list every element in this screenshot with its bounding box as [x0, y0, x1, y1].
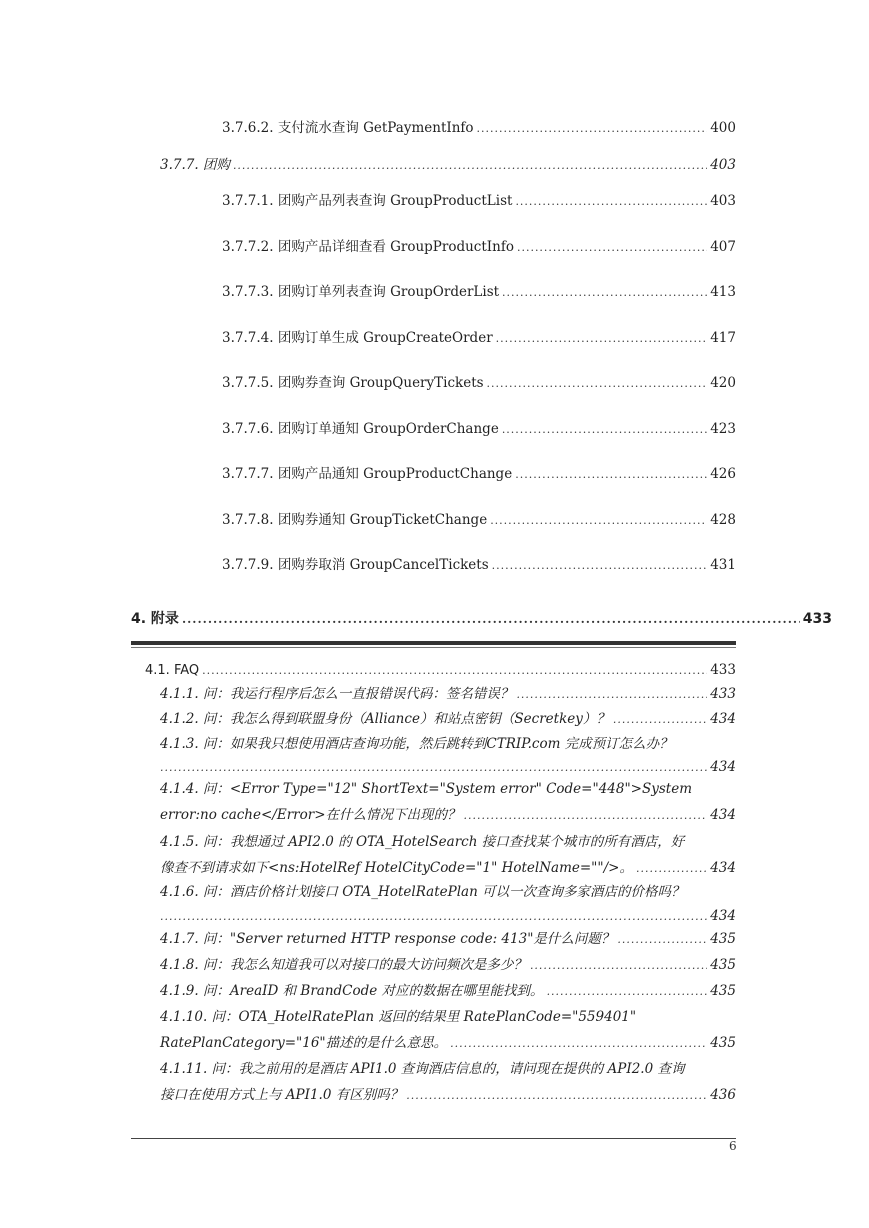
toc-entry-4-1-10[interactable]	[160, 1008, 736, 1026]
toc-entry-3-7-7-3[interactable]	[222, 283, 736, 302]
toc-entry-4-appendix[interactable]	[131, 610, 832, 628]
toc-entry-4-1-3[interactable]	[160, 735, 736, 753]
toc-leader-dots	[516, 686, 707, 704]
toc-entry-title: 4.1.2. 问：我怎么得到联盟身份（Alliance）和站点密钥（Secretkey）？	[160, 711, 610, 727]
section-divider-thin	[131, 647, 736, 648]
toc-page-number: 420	[710, 375, 736, 391]
toc-entry-title-cont: RatePlanCategory="16"描述的是什么意思。	[160, 1035, 448, 1051]
toc-page-number: 435	[710, 983, 736, 999]
toc-entry-title-cont: 像查不到请求如下<ns:HotelRef HotelCityCode="1" HotelName=""/>。	[160, 860, 633, 876]
toc-entry-title: 3.7.7.3. 团购订单列表查询 GroupOrderList	[222, 284, 500, 300]
toc-page-number: 428	[710, 512, 736, 528]
toc-page-number: 417	[710, 330, 736, 346]
toc-leader-dots	[450, 1035, 707, 1053]
toc-entry-title: 3.7.6.2. 支付流水查询 GetPaymentInfo	[222, 120, 474, 136]
page-number: 6	[729, 1139, 737, 1153]
toc-leader-dots	[636, 860, 707, 878]
toc-entry-4-1-9[interactable]	[160, 982, 736, 1001]
section-divider-thick	[131, 641, 736, 645]
toc-entry-title: 3.7.7. 团购	[160, 157, 230, 173]
toc-leader-dots	[464, 807, 708, 825]
toc-page-number: 435	[710, 1035, 736, 1051]
toc-entry-4-1-6[interactable]	[160, 883, 736, 901]
toc-section-title: 4. 附录	[131, 611, 179, 627]
toc-entry-3-7-7-6[interactable]	[222, 420, 736, 439]
toc-entry-title: 4.1.3. 问：如果我只想使用酒店查询功能，然后跳转到CTRIP.com 完成预订怎么办？	[160, 736, 673, 752]
toc-leader-dots	[202, 662, 707, 680]
toc-page-number: 434	[710, 711, 736, 727]
toc-entry-title: 4.1.9. 问：AreaID 和 BrandCode 对应的数据在哪里能找到。	[160, 983, 544, 999]
toc-entry-title: 4.1.1. 问：我运行程序后怎么一直报错误代码：签名错误？	[160, 686, 514, 702]
toc-entry-4-1-6-continuation	[160, 907, 736, 926]
toc-entry-3-7-7-8[interactable]	[222, 511, 736, 530]
toc-entry-4-1-4-continuation	[160, 806, 736, 825]
toc-entry-title: 4.1.8. 问：我怎么知道我可以对接口的最大访问频次是多少？	[160, 957, 527, 973]
toc-leader-dots	[477, 120, 708, 138]
toc-page-number: 434	[710, 759, 736, 775]
toc-page-number: 431	[710, 557, 736, 573]
toc-entry-title: 4.1.4. 问：<Error Type="12" ShortText="System error" Code="448">System	[160, 781, 692, 797]
toc-page-number: 403	[710, 157, 736, 173]
toc-leader-dots	[492, 557, 708, 575]
toc-leader-dots	[490, 512, 707, 530]
toc-page-number: 433	[802, 611, 832, 627]
toc-entry-title: 3.7.7.4. 团购订单生成 GroupCreateOrder	[222, 330, 493, 346]
toc-entry-3-7-7-9[interactable]	[222, 556, 736, 575]
toc-entry-3-7-6-2[interactable]	[222, 119, 736, 138]
toc-page-number: 433	[710, 686, 736, 702]
toc-leader-dots	[547, 983, 708, 1001]
toc-entry-4-1-3-continuation	[160, 758, 736, 777]
toc-page-number: 403	[710, 193, 736, 209]
toc-page-number: 435	[710, 931, 736, 947]
toc-page-number: 426	[710, 466, 736, 482]
toc-entry-title: 4.1. FAQ	[145, 663, 200, 678]
toc-entry-title: 3.7.7.1. 团购产品列表查询 GroupProductList	[222, 193, 513, 209]
toc-entry-title: 4.1.5. 问：我想通过 API2.0 的 OTA_HotelSearch 接口查找某个城市的所有酒店，好	[160, 834, 685, 850]
toc-entry-title: 3.7.7.5. 团购券查询 GroupQueryTickets	[222, 375, 484, 391]
toc-leader-dots	[233, 157, 707, 175]
toc-page-number: 436	[710, 1087, 736, 1103]
toc-page-number: 435	[710, 957, 736, 973]
toc-leader-dots	[160, 908, 707, 926]
toc-entry-3-7-7-5[interactable]	[222, 374, 736, 393]
toc-entry-title: 4.1.10. 问：OTA_HotelRatePlan 返回的结果里 RatePlanCode="559401"	[160, 1009, 637, 1025]
toc-entry-title: 3.7.7.6. 团购订单通知 GroupOrderChange	[222, 421, 499, 437]
toc-entry-4-1-10-continuation	[160, 1034, 736, 1053]
toc-page-number: 434	[710, 908, 736, 924]
toc-entry-title: 3.7.7.7. 团购产品通知 GroupProductChange	[222, 466, 513, 482]
toc-entry-4-1-5-continuation	[160, 859, 736, 878]
toc-entry-title: 3.7.7.9. 团购券取消 GroupCancelTickets	[222, 557, 489, 573]
toc-page-number: 423	[710, 421, 736, 437]
toc-entry-4-1-8[interactable]	[160, 956, 736, 975]
toc-leader-dots	[530, 957, 707, 975]
toc-leader-dots	[517, 239, 707, 257]
toc-page-number: 400	[710, 120, 736, 136]
toc-page-number: 434	[710, 860, 736, 876]
toc-leader-dots	[502, 284, 707, 302]
toc-page-number: 434	[710, 807, 736, 823]
toc-entry-4-1-faq[interactable]	[145, 661, 736, 680]
toc-entry-3-7-7-1[interactable]	[222, 192, 736, 211]
toc-entry-4-1-11[interactable]	[160, 1060, 736, 1078]
toc-entry-title: 4.1.11. 问：我之前用的是酒店 API1.0 查询酒店信息的，请问现在提供的 API2.0 查询	[160, 1061, 685, 1077]
toc-leader-dots	[502, 421, 707, 439]
toc-entry-4-1-5[interactable]	[160, 833, 736, 851]
toc-leader-dots	[487, 375, 708, 393]
toc-leader-dots	[182, 610, 800, 628]
toc-page-number: 407	[710, 239, 736, 255]
toc-entry-4-1-1[interactable]	[160, 685, 736, 704]
toc-entry-4-1-11-continuation	[160, 1086, 736, 1105]
toc-leader-dots	[160, 759, 707, 777]
toc-entry-title: 4.1.6. 问：酒店价格计划接口 OTA_HotelRatePlan 可以一次查询多家酒店的价格吗？	[160, 884, 685, 900]
toc-entry-3-7-7-4[interactable]	[222, 329, 736, 348]
toc-entry-4-1-4[interactable]	[160, 780, 736, 798]
toc-entry-title: 3.7.7.8. 团购券通知 GroupTicketChange	[222, 512, 488, 528]
toc-entry-title: 3.7.7.2. 团购产品详细查看 GroupProductInfo	[222, 239, 514, 255]
toc-entry-3-7-7[interactable]	[160, 156, 736, 175]
toc-leader-dots	[617, 931, 707, 949]
toc-entry-3-7-7-7[interactable]	[222, 465, 736, 484]
toc-page-number: 433	[710, 662, 736, 678]
toc-leader-dots	[515, 193, 707, 211]
toc-entry-3-7-7-2[interactable]	[222, 238, 736, 257]
toc-entry-title-cont: error:no cache</Error>在什么情况下出现的？	[160, 807, 461, 823]
toc-leader-dots	[496, 330, 708, 348]
toc-entry-4-1-7[interactable]	[160, 930, 736, 949]
toc-entry-title: 4.1.7. 问："Server returned HTTP response code: 413"是什么问题？	[160, 931, 615, 947]
toc-page-number: 413	[710, 284, 736, 300]
toc-entry-4-1-2[interactable]	[160, 710, 736, 729]
toc-leader-dots	[406, 1087, 707, 1105]
toc-entry-title-cont: 接口在使用方式上与 API1.0 有区别吗？	[160, 1087, 404, 1103]
toc-leader-dots	[515, 466, 707, 484]
toc-leader-dots	[613, 711, 707, 729]
footer-rule	[131, 1138, 736, 1139]
